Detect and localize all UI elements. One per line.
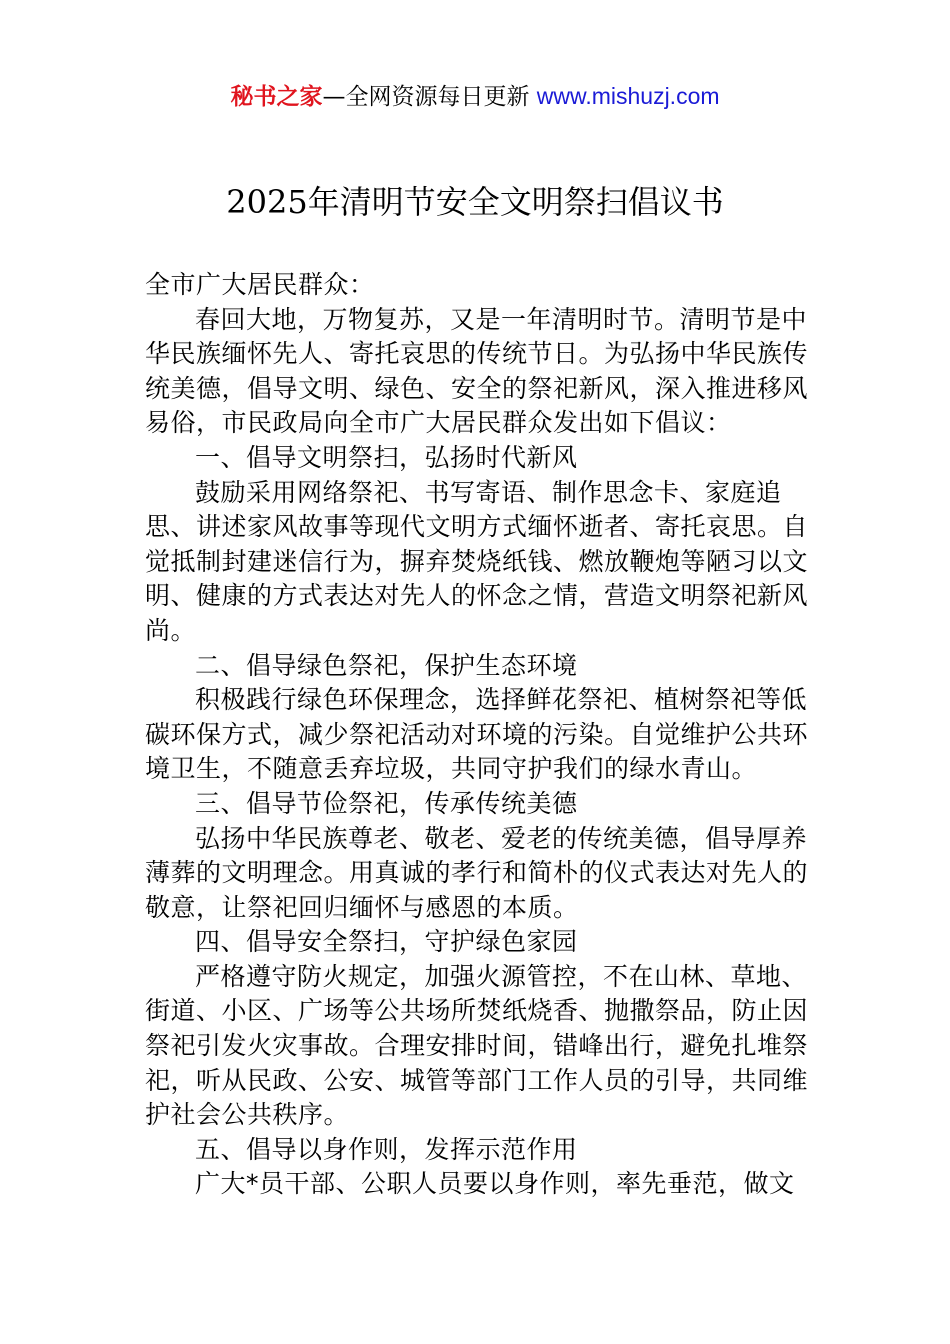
section-heading-3: 三、倡导节俭祭祀，传承传统美德 [195, 788, 578, 818]
section-paragraph-4: 严格遵守防火规定，加强火源管控，不在山林、草地、街道、小区、广场等公共场所焚纸烧香、抛撒祭品，防止因祭祀引发火灾事故。合理安排时间，错峰出行，避免扎堆祭祀，听从民政、公安、城管等部门工作人员的引导，共同维护社会公共秩序。 [145, 961, 809, 1130]
section-heading-5: 五、倡导以身作则，发挥示范作用 [195, 1134, 578, 1164]
section-paragraph-1: 鼓励采用网络祭祀、书写寄语、制作思念卡、家庭追思、讲述家风故事等现代文明方式缅怀逝者、寄托哀思。自觉抵制封建迷信行为，摒弃焚烧纸钱、燃放鞭炮等陋习以文明、健康的方式表达对先人的怀念之情，营造文明祭祀新风尚。 [145, 477, 809, 645]
intro-paragraph: 春回大地，万物复苏，又是一年清明时节。清明节是中华民族缅怀先人、寄托哀思的传统节日。为弘扬中华民族传统美德，倡导文明、绿色、安全的祭祀新风，深入推进移风易俗，市民政局向全市广大居民群众发出如下倡议： [145, 304, 809, 438]
site-brand: 秘书之家 [230, 84, 323, 110]
section-paragraph-2: 积极践行绿色环保理念，选择鲜花祭祀、植树祭祀等低碳环保方式，减少祭祀活动对环境的污染。自觉维护公共环境卫生，不随意丢弃垃圾，共同守护我们的绿水青山。 [145, 685, 809, 784]
site-tagline: —全网资源每日更新 [322, 84, 537, 110]
document-body [145, 268, 825, 1202]
section-heading-2: 二、倡导绿色祭祀，保护生态环境 [195, 650, 578, 680]
document-title: 2025年清明节安全文明祭扫倡议书 [226, 183, 724, 221]
site-url-link[interactable]: www.mishuzj.com [536, 83, 720, 109]
salutation: 全市广大居民群众： [145, 270, 375, 299]
section-paragraph-5: 广大*员干部、公职人员要以身作则，率先垂范，做文 [195, 1169, 795, 1199]
section-paragraph-3: 弘扬中华民族尊老、敬老、爱老的传统美德，倡导厚养薄葬的文明理念。用真诚的孝行和简朴的仪式表达对先人的敬意，让祭祀回归缅怀与感恩的本质。 [145, 823, 809, 922]
section-heading-4: 四、倡导安全祭扫，守护绿色家园 [195, 927, 578, 957]
section-heading-1: 一、倡导文明祭扫，弘扬时代新风 [195, 442, 578, 472]
site-header [0, 80, 950, 113]
